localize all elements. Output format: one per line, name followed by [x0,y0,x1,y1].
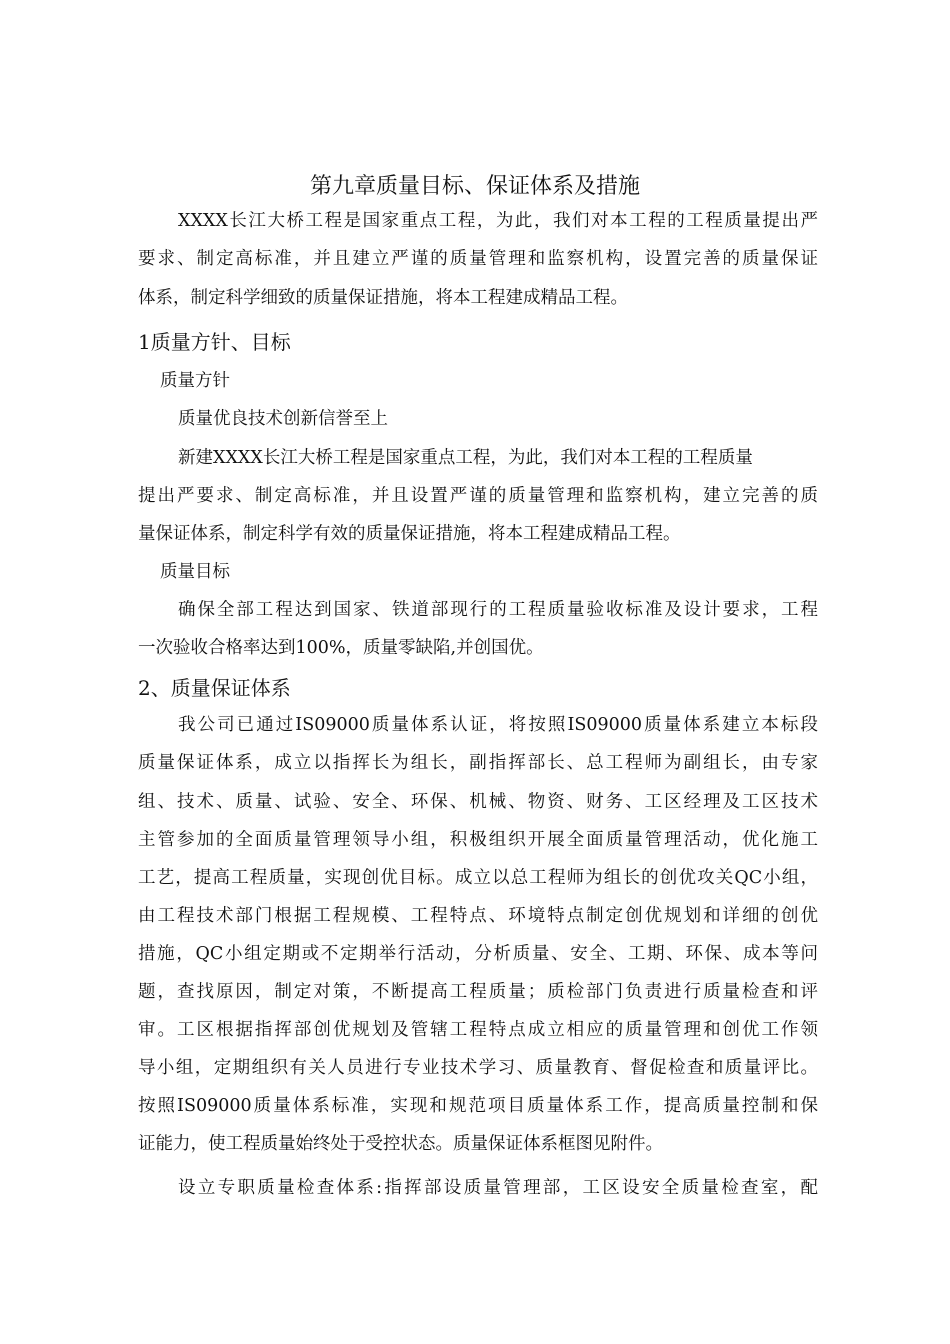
section-2-heading: 2、质量保证体系 [138,676,291,700]
para1-line-10: 导小组，定期组织有关人员进行专业技术学习、质量教育、督促检查和质量评比。 [138,1058,818,1078]
para1-line-12: 证能力，使工程质量始终处于受控状态。质量保证体系框图见附件。 [138,1134,663,1154]
para1-line-5: 工艺，提高工程质量，实现创优目标。成立以总工程师为组长的创优攻关QC小组， [138,868,818,888]
policy-line-2: 提出严要求、制定高标准，并且设置严谨的质量管理和监察机构，建立完善的质 [138,486,818,506]
goal-line-2: 一次验收合格率达到100%，质量零缺陷,并创国优。 [138,638,544,658]
quality-policy-text: 质量优良技术创新信誉至上 [178,409,388,429]
policy-line-3: 量保证体系，制定科学有效的质量保证措施，将本工程建成精品工程。 [138,524,681,544]
page-title: 第九章质量目标、保证体系及措施 [309,174,640,199]
intro-line-3: 体系，制定科学细致的质量保证措施，将本工程建成精品工程。 [138,288,628,308]
para2-line-1: 设立专职质量检查体系:指挥部设质量管理部，工区设安全质量检查室，配 [178,1178,818,1198]
intro-line-1: XXXX长江大桥工程是国家重点工程，为此，我们对本工程的工程质量提出严 [178,211,818,231]
goal-line-1: 确保全部工程达到国家、铁道部现行的工程质量验收标准及设计要求，工程 [178,600,818,620]
para1-line-9: 审。工区根据指挥部创优规划及管辖工程特点成立相应的质量管理和创优工作领 [138,1020,818,1040]
para1-line-6: 由工程技术部门根据工程规模、工程特点、环境特点制定创优规划和详细的创优 [138,906,818,926]
quality-policy-label: 质量方针 [160,371,230,391]
para1-line-11: 按照IS09000质量体系标准，实现和规范项目质量体系工作，提高质量控制和保 [138,1096,818,1116]
policy-line-1: 新建XXXX长江大桥工程是国家重点工程，为此，我们对本工程的工程质量 [178,448,753,468]
para1-line-4: 主管参加的全面质量管理领导小组，积极组织开展全面质量管理活动，优化施工 [138,830,818,850]
quality-goal-label: 质量目标 [160,562,230,582]
intro-line-2: 要求、制定高标准，并且建立严谨的质量管理和监察机构，设置完善的质量保证 [138,249,818,269]
para1-line-3: 组、技术、质量、试验、安全、环保、机械、物资、财务、工区经理及工区技术 [138,792,818,812]
para1-line-2: 质量保证体系，成立以指挥长为组长，副指挥部长、总工程师为副组长，由专家 [138,753,818,773]
para1-line-8: 题，查找原因，制定对策，不断提高工程质量；质检部门负责进行质量检查和评 [138,982,818,1002]
section-1-heading: 1质量方针、目标 [138,330,291,354]
para1-line-7: 措施，QC小组定期或不定期举行活动，分析质量、安全、工期、环保、成本等问 [138,944,818,964]
para1-line-1: 我公司已通过IS09000质量体系认证，将按照IS09000质量体系建立本标段 [178,715,818,735]
